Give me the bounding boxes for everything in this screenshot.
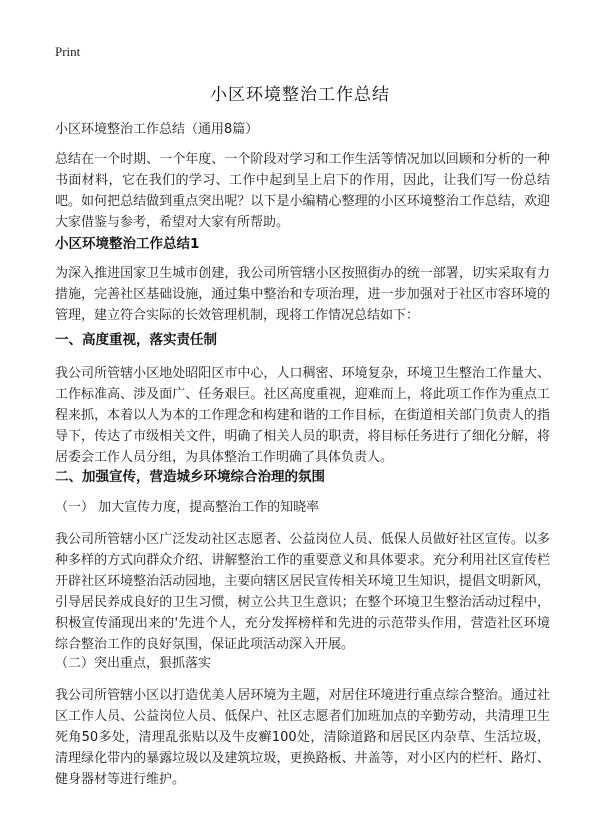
heading-responsibility: 一、高度重视，落实责任制 <box>55 332 217 348</box>
document-subtitle: 小区环境整治工作总结（通用8篇） <box>55 122 259 137</box>
section-title-1: 小区环境整治工作总结1 <box>55 236 200 252</box>
section1-paragraph: 为深入推进国家卫生城市创建，我公司所管辖小区按照街办的统一部署，切实采取有力措施，完善社区基础设施，通过集中整治和专项治理，进一步加强对于社区市容环境的管理，建立符合实际的长效管理机制，现将工作情况总结如下： <box>55 266 550 323</box>
print-link[interactable]: Print <box>55 44 81 59</box>
page-title: 小区环境整治工作总结 <box>210 85 390 105</box>
heading-publicity: 二、加强宣传，营造城乡环境综合治理的氛围 <box>55 469 325 485</box>
key-focus-paragraph: 我公司所管辖小区以打造优美人居环境为主题，对居住环境进行重点综合整治。通过社区工作人员、公益岗位人员、低保户、社区志愿者们加班加点的辛勤劳动，共清理卫生死角50多处，清理乱张贴以及牛皮癣100处，清除道路和居民区内杂草、生活垃圾，清理绿化带内的暴露垃圾以及建筑垃圾，更换路板、井盖等，对小区内的栏杆、路灯、健身器材等进行维护。 <box>55 688 550 787</box>
publicity-paragraph: 我公司所管辖小区广泛发动社区志愿者、公益岗位人员、低保人员做好社区宣传。以多种多样的方式向群众介绍、讲解整治工作的重要意义和具体要求。充分利用社区宣传栏开辟社区环境整治活动园地，主要向辖区居民宣传相关环境卫生知识，提倡文明新风，引导居民养成良好的卫生习惯，树立公共卫生意识；在整个环境卫生整治活动过程中，积极宣传涌现出来的'先进个人，充分发挥榜样和先进的示范带头作用，营造社区环境综合整治工作的良好氛围，保证此项活动深入开展。 <box>55 532 550 652</box>
subheading-key-focus: （二）突出重点，狠抓落实 <box>55 656 212 671</box>
subheading-publicity-effort: （一） 加大宣传力度，提高整治工作的知晓率 <box>55 500 320 515</box>
intro-paragraph: 总结在一个时期、一个年度、一个阶段对学习和工作生活等情况加以回顾和分析的一种书面材料，它在我们的学习、工作中起到呈上启下的作用，因此，让我们写一份总结吧。如何把总结做到重点突出呢？以下是小编精心整理的小区环境整治工作总结，欢迎大家借鉴与参考，希望对大家有所帮助。 <box>55 152 550 230</box>
responsibility-paragraph: 我公司所管辖小区地处昭阳区市中心，人口稠密、环境复杂，环境卫生整治工作量大、工作标准高、涉及面广、任务艰巨。社区高度重视，迎难而上，将此项工作作为重点工程来抓，本着以人为本的工作理念和构建和谐的工作目标，在街道相关部门负责人的指导下，传达了市级相关文件，明确了相关人员的职责，将目标任务进行了细化分解，将居委会工作人员分组，为具体整治工作明确了具体负责人。 <box>55 366 550 465</box>
